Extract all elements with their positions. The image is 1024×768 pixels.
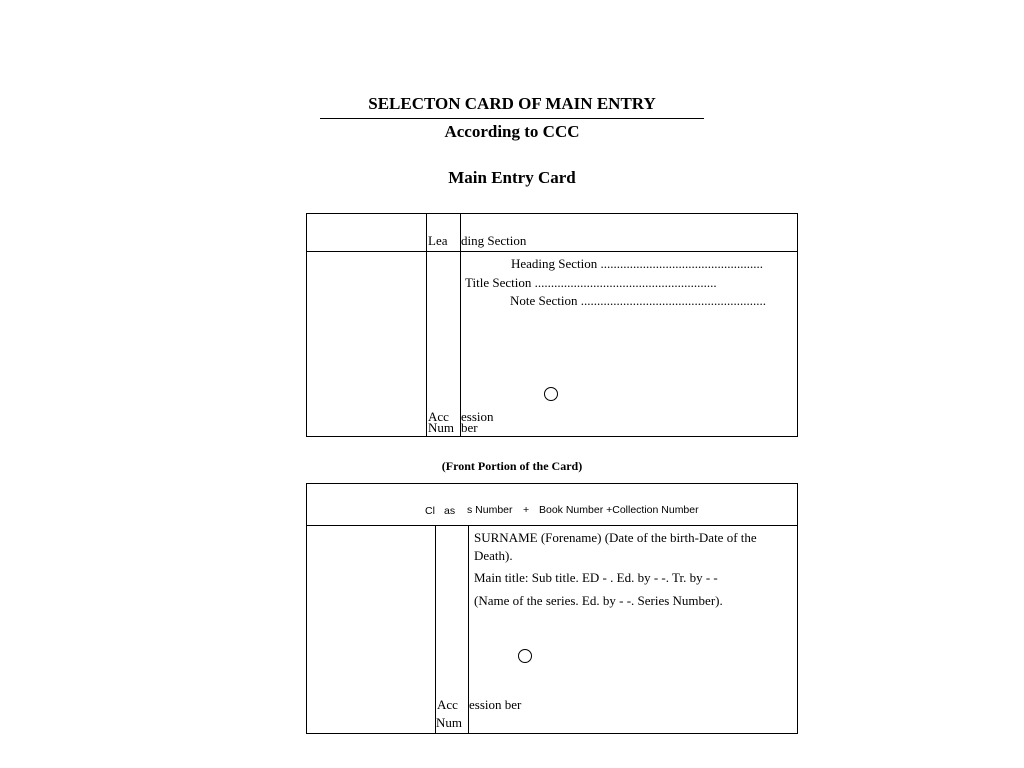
- note-section-line: Note Section .........................................................: [510, 293, 767, 308]
- entry-line-death: Death).: [474, 548, 513, 563]
- sample-card-divider: [307, 525, 797, 526]
- title-section-line: Title Section ........................................................: [465, 275, 717, 290]
- document-subtitle: According to CCC: [444, 122, 580, 141]
- accession-label-part2: ession: [461, 409, 494, 424]
- class-number-label-part1: Cl: [425, 505, 435, 517]
- sample-card: [306, 483, 798, 734]
- punch-hole: [544, 387, 558, 401]
- entry-line-title: Main title: Sub title. ED - . Ed. by - -. Tr. by - -: [474, 570, 718, 585]
- class-number-label-part2: as: [444, 505, 456, 517]
- leading-section-label-part2: ding Section: [461, 233, 527, 248]
- entry-line-surname: SURNAME (Forename) (Date of the birth-Date of the: [474, 530, 757, 545]
- document-title: SELECTON CARD OF MAIN ENTRY: [368, 94, 656, 113]
- number-label-part1: Num: [428, 420, 454, 435]
- plus-sign: +: [523, 504, 530, 516]
- number-label-part2: ber: [461, 420, 478, 435]
- front-card-left-column-line: [426, 214, 427, 436]
- punch-hole: [518, 649, 532, 663]
- front-card-divider: [307, 251, 797, 252]
- heading-section-line: Heading Section ..................................................: [511, 256, 764, 271]
- class-number-label-part3: s Number: [467, 504, 513, 516]
- leading-section-label-part1: Lea: [428, 233, 448, 248]
- front-card-caption: (Front Portion of the Card): [441, 459, 583, 473]
- entry-line-series: (Name of the series. Ed. by - -. Series Number).: [474, 593, 723, 608]
- accession-label-part2: ession ber: [469, 697, 522, 712]
- sample-card-left-column-line: [435, 525, 436, 733]
- front-card: [306, 213, 798, 437]
- accession-label-part1: Acc: [428, 409, 449, 424]
- title-underline: [320, 118, 704, 119]
- card-heading: Main Entry Card: [448, 168, 576, 187]
- number-label-part1: Num: [436, 715, 462, 730]
- book-collection-number-label: Book Number +Collection Number: [539, 504, 699, 516]
- accession-label-part1: Acc: [437, 697, 458, 712]
